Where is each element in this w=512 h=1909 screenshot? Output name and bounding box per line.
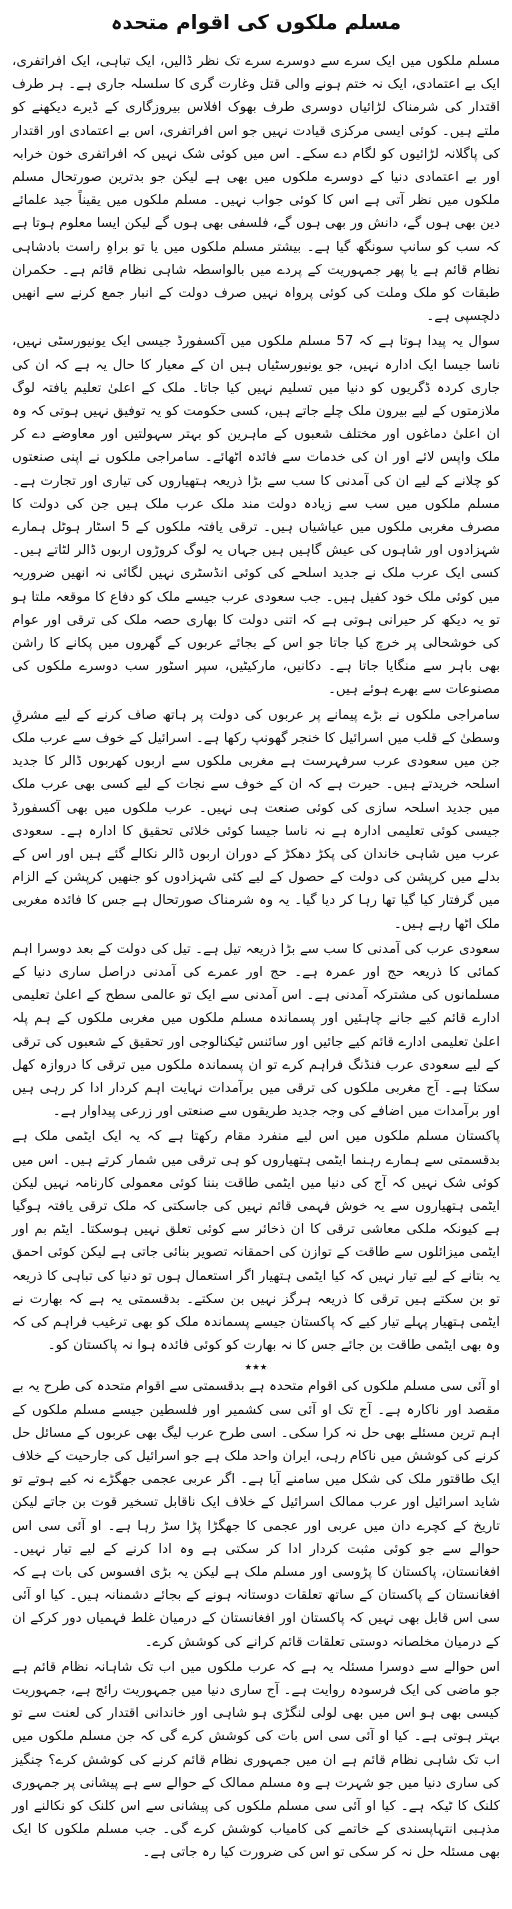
article-title: مسلم ملکوں کی اقوام متحدہ (110, 10, 402, 34)
article-paragraph-7: اس حوالے سے دوسرا مسئلہ یہ ہے کہ عرب ملکوں میں اب تک شاہانہ نظام قائم ہے جو ماضی کی ایک فرسودہ روایت ہے۔ آج ساری دنیا میں جمہوریت رائج ہے، جمہوریت کیسی بھی ہو اس میں بھی لولی لنگڑی ہو شاہی اور خاندانی اقتدار کی لعنت سے تو بہتر ہوتی ہے۔ کیا او آئی سی اس بات کی کوشش کرے گی کہ جن مسلم ملکوں میں اب تک شاہی نظام قائم ہے ان میں جمہوری نظام قائم کرنے کی کوشش کرے؟ چنگیز کی ساری دنیا میں جو شہرت ہے وہ مسلم ممالک کے حوالے سے ہے پیشانی پر جمہوری کلنک کا ٹیکہ ہے۔ کیا او آئی سی مسلم ملکوں کی پیشانی سے اس کلنک کو نکالنے اور مذہبی انتہاپسندی کے خاتمے کی کامیاب کوشش کرے گی۔ جب مسلم ملکوں کا ایک بھی مسئلہ حل نہ کر سکی تو اس کی ضرورت کیا رہ جاتی ہے۔ (12, 1659, 500, 1861)
article-paragraph-4: سعودی عرب کی آمدنی کا سب سے بڑا ذریعہ تیل ہے۔ تیل کی دولت کے بعد دوسرا اہم کمائی کا ذریعہ حج اور عمرہ ہے۔ حج اور عمرے کی آمدنی دراصل ساری دنیا کے مسلمانوں کی مشترکہ آمدنی ہے۔ اس آمدنی سے ایک تو عالمی سطح کے اعلیٰ تعلیمی ادارے قائم کیے جانے چاہئیں اور پسماندہ مسلم ملکوں میں مغربی ملکوں کے ہم پلہ اعلیٰ تعلیمی ادارے قائم کیے جائیں اور سائنس ٹیکنالوجی اور تحقیق کے شعبوں کی ترقی کے لیے سعودی عرب فنڈنگ فراہم کرے تو ان پسماندہ ملکوں میں ترقی کا دروازہ کھل سکتا ہے۔ آج مغربی ملکوں کی ترقی میں برآمدات نہایت اہم کردار ادا کر رہی ہیں اور برآمدات میں اضافے کی وجہ جدید طریقوں سے صنعتی اور زرعی پیداوار ہے۔ (12, 941, 500, 1120)
article-paragraph-6: او آئی سی مسلم ملکوں کی اقوام متحدہ ہے بدقسمتی سے اقوام متحدہ کی طرح یہ بے مقصد اور ناکارہ ہے۔ آج تک او آئی سی کشمیر اور فلسطین جیسے مسلم ملکوں کے اہم ترین مسئلے بھی حل نہ کرا سکی۔ اسی طرح عرب لیگ بھی عربوں کے مسائل حل کرنے کی کوشش میں ناکام رہی، ایران واحد ملک ہے جو اسرائیل کی جارحیت کے خلاف ایک طاقتور ملک کی شکل میں سامنے آیا ہے۔ اگر عربی عجمی جھگڑے نہ کیے ہوتے تو شاید اسرائیل اور عرب ممالک اسرائیل کے خلاف ایک ناقابل تسخیر قوت بن جاتے لیکن تاریخ کے کچرے دان میں عربی اور عجمی کا جھگڑا پڑا سڑ رہا ہے۔ او آئی سی اس حوالے سے جو کوئی مثبت کردار ادا کر سکتی ہے وہ ادا کرنے کے لیے تیار نہیں۔ افغانستان، پاکستان کا پڑوسی اور مسلم ملک ہے لیکن یہ بڑی افسوس کی بات ہے کہ افغانستان کے پاکستان کے ساتھ تعلقات دوستانہ ہونے کے بجائے دشمنانہ ہیں۔ کیا او آئی سی اس قابل بھی نہیں کہ پاکستان اور افغانستان کے درمیان غلط فہمیاں دور کرکے ان کے درمیان مخلصانہ دوستی تعلقات قائم کرانے کی کوشش کرے۔ (12, 1379, 500, 1650)
article-paragraph-5: پاکستان مسلم ملکوں میں اس لیے منفرد مقام رکھتا ہے کہ یہ ایک ایٹمی ملک ہے بدقسمتی سے ہمارے رہنما ایٹمی ہتھیاروں کو ہی ترقی میں شمار کرتے ہیں۔ اس میں کوئی شک نہیں کہ آج کی دنیا میں ایٹمی طاقت بننا کوئی معمولی کارنامہ نہیں لیکن ایٹمی ہتھیاروں سے یہ خوش فہمی قائم نہیں کی جاسکتی کہ ملک ترقی یافتہ ہوگیا ہے کیونکہ ملکی معاشی ترقی کا ان ذخائر سے کوئی تعلق نہیں ہوسکتا۔ ایٹم بم اور ایٹمی میزائلوں سے طاقت کے توازن کی احمقانہ تصویر بنائی جاتی ہے لیکن کوئی احمق یہ بتانے کے لیے تیار نہیں کہ کیا ایٹمی ہتھیار اگر استعمال ہوں تو دنیا کی تباہی کا ذریعہ تو بن سکتے ہیں ترقی کا ذریعہ ہرگز نہیں بن سکتے۔ بدقسمتی یہ ہے کہ بھارت نے ایٹمی ہتھیار پہلے تیار کیے کہ پاکستان جیسے پسماندہ ملک کو بھی ترغیب فراہم کی کہ وہ بھی ایٹمی طاقت بن جائے جس کا نہ بھارت کو کوئی فائدہ ہوا نہ پاکستان کو۔ (12, 1129, 500, 1354)
article-paragraph-3: سامراجی ملکوں نے بڑے پیمانے پر عربوں کی دولت پر ہاتھ صاف کرنے کے لیے مشرقِ وسطیٰ کے قلب میں اسرائیل کا خنجر گھونپ رکھا ہے۔ اسرائیل کے خوف سے عرب ملک جن میں سعودی عرب سرفہرست ہے مغربی ملکوں سے اربوں کھربوں ڈالر کا جدید اسلحہ خریدتے ہیں۔ حیرت ہے کہ ان کے خوف سے نجات کے لیے کسی بھی عرب ملک میں جدید اسلحہ سازی کی کوئی صنعت ہی نہیں۔ عرب ملکوں میں بھی آکسفورڈ جیسی کوئی تعلیمی ادارہ ہے نہ ناسا جیسا کوئی خلائی تحقیق کا ادارہ ہے۔ سعودی عرب میں شاہی خاندان کی پکڑ دھکڑ کے دوران اربوں ڈالر نکالے گئے ہیں اور اس کے بدلے میں کرپشن کی دولت کے حصول کے لیے کئی شہزادوں کو جنھیں کرپشن کے الزام میں گرفتار کیا گیا تھا رہا کر دیا گیا۔ یہ وہ شرمناک صورتحال ہے جس کا فائدہ مغربی ملک اٹھا رہے ہیں۔ (12, 707, 500, 932)
article-paragraph-1: مسلم ملکوں میں ایک سرے سے دوسرے سرے تک نظر ڈالیں، ایک تباہی، ایک افراتفری، ایک بے اعتمادی، ایک نہ ختم ہونے والی قتل وغارت گری کا سلسلہ جاری ہے۔ ہر طرف اقتدار کی شرمناک لڑائیاں دوسری طرف بھوک افلاس بیروزگاری کے ڈیرے دیکھنے کو ملتے ہیں۔ کوئی ایسی مرکزی قیادت نہیں جو اس افراتفری، اس بے اعتمادی اور اقتدار کی پاگلانہ لڑائیوں کو لگام دے سکے۔ اس میں کوئی شک نہیں کہ افراتفری خون خرابہ اور بے اعتمادی دنیا کے دوسرے ملکوں میں بھی ہے لیکن جو بدترین صورتحال مسلم ملکوں میں نظر آتی ہے اس کا کوئی جواب نہیں۔ مسلم ملکوں میں یقیناً جید علمائے دین بھی ہوں گے، دانش ور بھی ہوں گے، فلسفی بھی ہوں گے لیکن ایسا معلوم ہوتا ہے کہ سب کو سانپ سونگھ گیا ہے۔ بیشتر مسلم ملکوں میں یا تو براہِ راست بادشاہی نظام قائم ہے یا پھر جمہوریت کے پردے میں بالواسطہ شاہی نظام قائم ہے۔ حکمران طبقات کو ملک وملت کی کوئی پرواہ نہیں صرف دولت کے انبار جمع کرنے سے انھیں دلچسپی ہے۔ (12, 54, 500, 325)
section-separator: ٭٭٭ (244, 1359, 268, 1376)
article-paragraph-2: سوال یہ پیدا ہوتا ہے کہ 57 مسلم ملکوں میں آکسفورڈ جیسی ایک یونیورسٹی نہیں، ناسا جیسا ایک ادارہ نہیں، جو یونیورسٹیاں ہیں ان کے معیار کا حال یہ ہے کہ ان کی جاری کردہ ڈگریوں کو دنیا میں تسلیم نہیں کیا جاتا۔ ملک کے اعلیٰ تعلیم یافتہ لوگ ملازمتوں کے لیے بیرون ملک چلے جاتے ہیں، کسی حکومت کو یہ توفیق نہیں ہوتی کہ وہ ان اعلیٰ دماغوں اور مختلف شعبوں کے ماہرین کو بہتر سہولتیں اور معاوضے دے کر ملک واپس لائے اور ان کی خدمات سے فائدہ اٹھائے۔ سامراجی ملکوں نے اپنی صنعتوں کو چلانے کے لیے ان کی آمدنی کا سب سے بڑا ذریعہ ہتھیاروں کی تیاری اور تجارت ہے۔ مسلم ملکوں میں سب سے زیادہ دولت مند ملک عرب ملک ہیں جن کی دولت کا مصرف مغربی ملکوں میں عیاشیاں ہیں۔ ترقی یافتہ ملکوں کے 5 اسٹار ہوٹل ہمارے شہزادوں اور شاہوں کی عیش گاہیں ہیں جہاں یہ لوگ کروڑوں اربوں ڈالر لٹاتے ہیں۔ کسی ایک عرب ملک نے جدید اسلحے کی کوئی انڈسٹری نہیں لگائی نہ انھیں ضروریہ میں کوئی ملک خود کفیل ہیں۔ جب سعودی عرب جیسے ملک کو دفاع کا موقعہ ملتا ہو تو یہ دیکھ کر حیرانی ہوتی ہے کہ اتنی دولت کا بھاری حصہ ملک کی ترقی اور عوام کی خوشحالی پر خرچ کیا جاتا جو اس کے بجائے عربوں کے گھروں میں پکانے کا راشن بھی باہر سے منگایا جاتا ہے۔ دکانیں، مارکیٹیں، سپر اسٹور سب دوسرے ملکوں کی مصنوعات سے بھرے ہوئے ہیں۔ (12, 334, 501, 698)
